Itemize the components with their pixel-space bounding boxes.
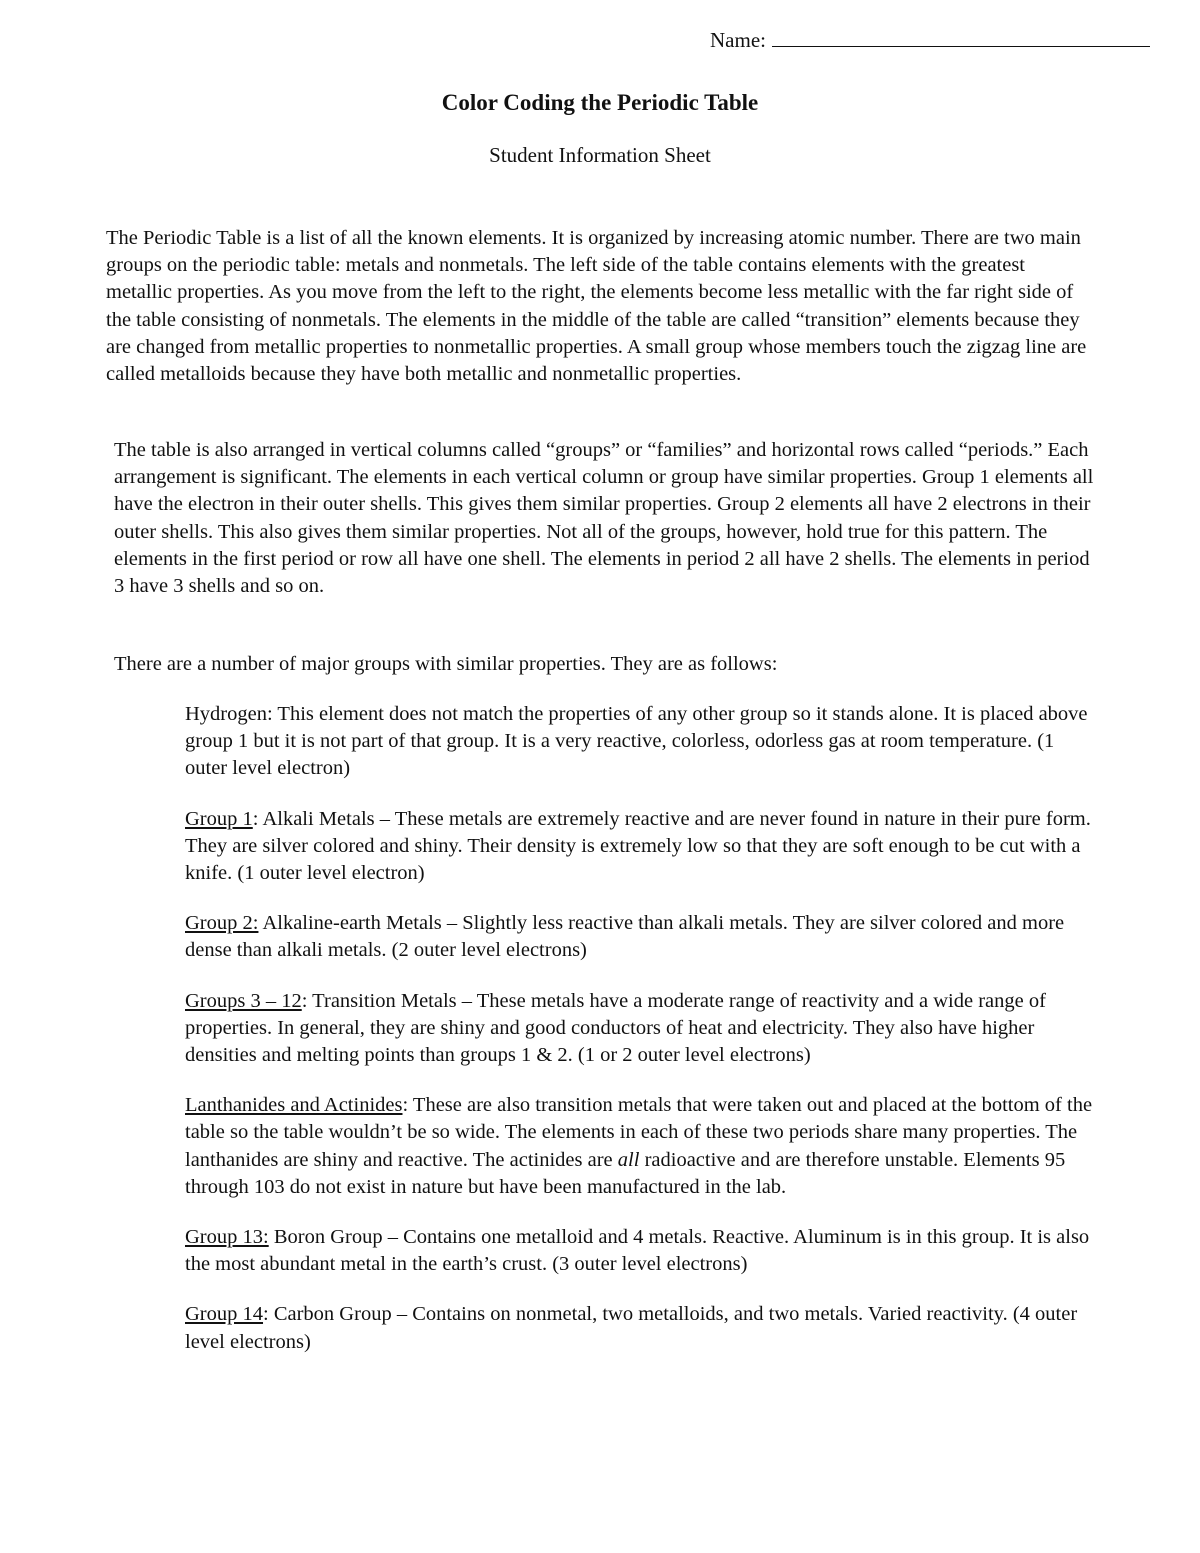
lanthanides-text-after: radioactive and are therefore unstable. Elements 95 through 103 do not exist in nature but have been manufactured in the lab. [185,1148,1066,1198]
list-item-group2 [185,910,1095,964]
group2-text: Alkaline-earth Metals – Slightly less reactive than alkali metals. They are silver colored and more dense than alkali metals. (2 outer level electrons) [185,912,1065,962]
group1-label: Group 1 [185,807,253,830]
page-title: Color Coding the Periodic Table [441,90,759,115]
groups3-12-label: Groups 3 – 12 [185,989,302,1012]
list-item-lanthanides [185,1092,1095,1201]
groups-periods-paragraph: The table is also arranged in vertical columns called “groups” or “families” and horizontal rows called “periods.” Each arrangement is significant. The elements in each vertical column or group have similar properties. Group 1 elements all have the electron in their outer shells. This gives them similar properties. Group 2 elements all have 2 electrons in their outer shells. This also gives them similar properties. Not all of the groups, however, hold true for this pattern. The elements in the first period or row all have one shell. The elements in period 2 all have 2 shells. The elements in period 3 have 3 shells and so on. [114,439,1094,598]
name-field [710,26,1160,53]
groups3-12-text: : Transition Metals – These metals have a moderate range of reactivity and a wide range of properties. In general, they are shiny and good conductors of heat and electricity. They also have higher densities and melting points than groups 1 & 2. (1 or 2 outer level electrons) [185,989,1046,1067]
intro-paragraph: The Periodic Table is a list of all the known elements. It is organized by increasing atomic number. There are two main groups on the periodic table: metals and nonmetals. The left side of the table contains elements with the greatest metallic properties. As you move from the left to the right, the elements become less metallic with the far right side of the table consisting of nonmetals. The elements in the middle of the table are called “transition” elements because they are changed from metallic properties to nonmetallic properties. A small group whose members touch the zigzag line are called metalloids because they have both metallic and nonmetallic properties. [106,227,1087,386]
group14-text: : Carbon Group – Contains on nonmetal, two metalloids, and two metals. Varied reactivity. (4 outer level electrons) [185,1303,1078,1353]
name-blank-line [772,26,1150,47]
major-groups-intro: There are a number of major groups with similar properties. They are as follows: [114,653,778,675]
hydrogen-text: Hydrogen: This element does not match the properties of any other group so it stands alone. It is placed above group 1 but it is not part of that group. It is a very reactive, colorless, odorless gas at room temperature. (1 outer level electron) [185,703,1088,780]
lanthanides-label: Lanthanides and Actinides [185,1094,403,1117]
group13-label: Group 13: [185,1226,269,1249]
group14-label: Group 14 [185,1303,264,1326]
page-subtitle: Student Information Sheet [489,143,711,167]
lanthanides-text-before: : These are also transition metals that were taken out and placed at the bottom of the table so the table wouldn’t be so wide. The elements in each of these two periods share many properties. The lanthanides are shiny and reactive. The actinides are [185,1094,1093,1171]
group2-label: Group 2: [185,912,259,935]
name-label: Name: [710,28,766,52]
group1-text: : Alkali Metals – These metals are extremely reactive and are never found in nature in their pure form. They are silver colored and shiny. Their density is extremely low so that they are soft enough to be cut with a knife. (1 outer level electron) [185,807,1091,885]
list-item-group14 [185,1301,1095,1355]
list-item-group13 [185,1224,1095,1278]
list-item-groups3-12 [185,988,1095,1070]
group13-text: Boron Group – Contains one metalloid and 4 metals. Reactive. Aluminum is in this group. It is also the most abundant metal in the earth’s crust. (3 outer level electrons) [185,1226,1090,1276]
group-list [185,701,1095,1379]
list-item-hydrogen [185,701,1095,783]
list-item-group1 [185,806,1095,888]
lanthanides-emphasis: all [617,1148,640,1171]
